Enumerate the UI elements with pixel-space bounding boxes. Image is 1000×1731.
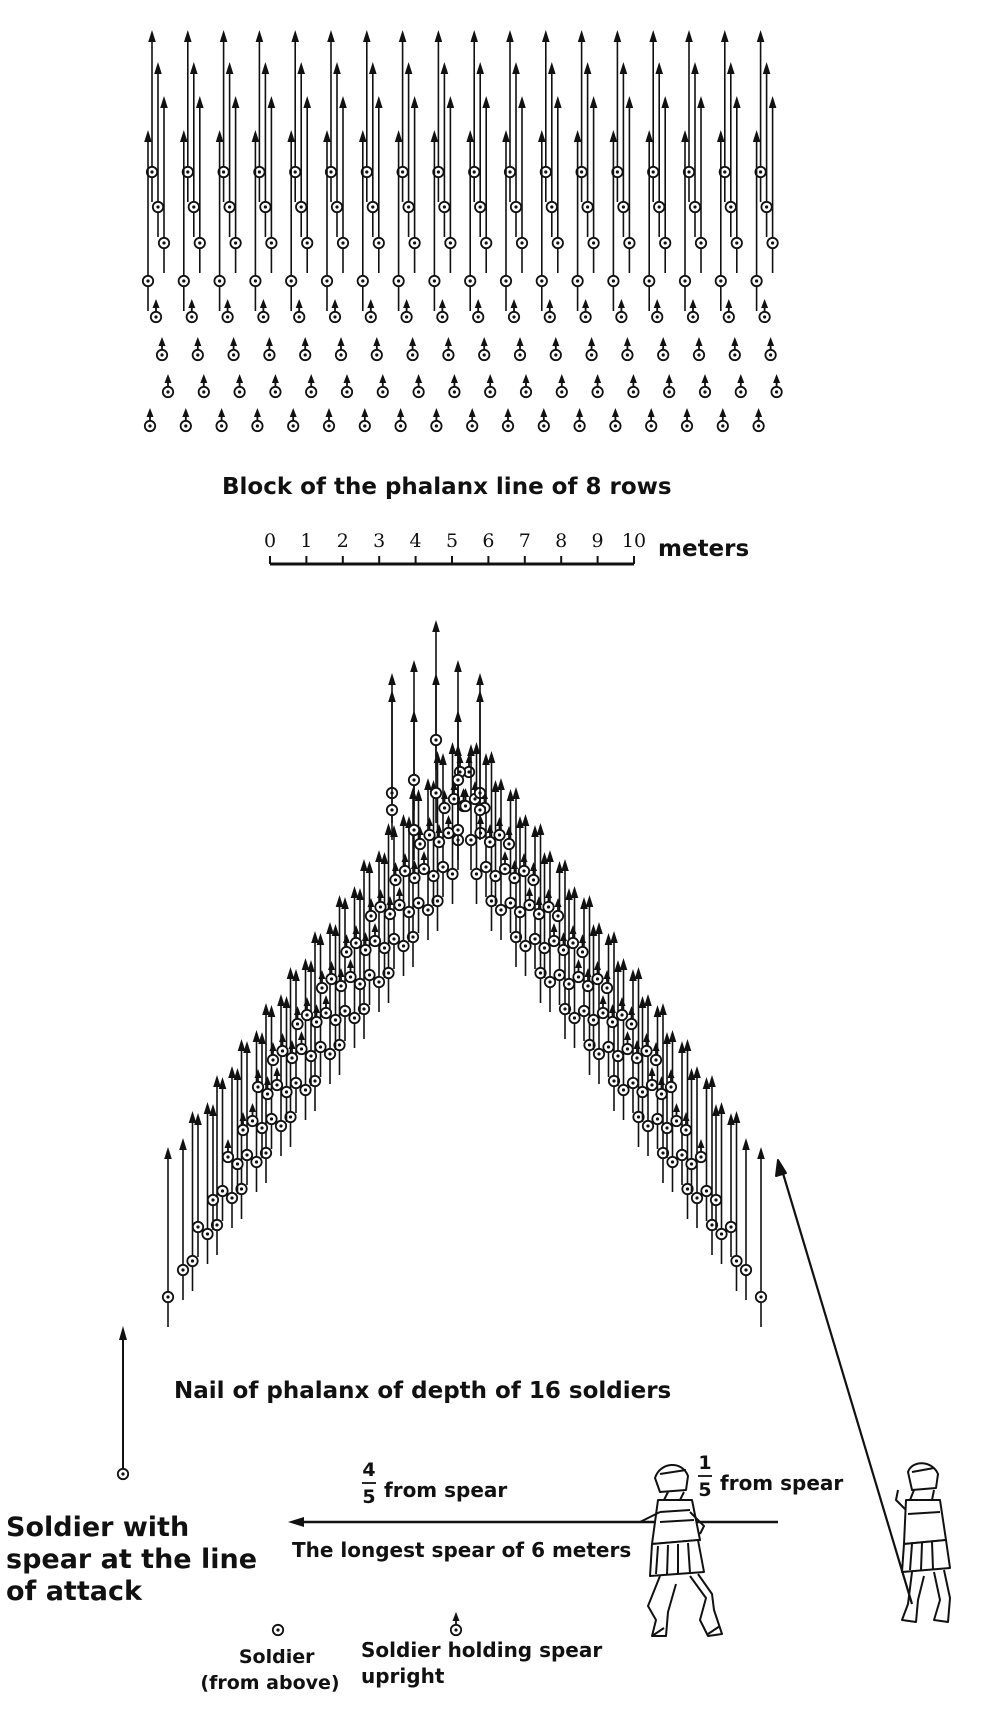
block-soldier-upright: [718, 408, 728, 431]
block-soldier-spear: [696, 96, 706, 273]
svg-text:from spear: from spear: [720, 1471, 844, 1495]
block-soldier-spear: [332, 62, 342, 237]
soldier-upright-figure: [776, 1160, 950, 1622]
block-soldier-spear: [767, 96, 777, 273]
block-soldier-upright: [557, 374, 567, 397]
block-soldier-spear: [368, 62, 378, 237]
block-soldier-upright: [151, 299, 161, 322]
scale-tick-label: 7: [518, 530, 531, 552]
svg-text:5: 5: [362, 1486, 376, 1508]
block-soldier-upright: [551, 337, 561, 360]
block-soldier-upright: [509, 299, 519, 322]
block-soldier-upright: [753, 408, 763, 431]
block-soldier-upright: [216, 408, 226, 431]
svg-text:5: 5: [698, 1479, 712, 1501]
nail-soldier-spear: [202, 1102, 212, 1264]
block-soldier-upright: [622, 337, 632, 360]
block-soldier-upright: [395, 408, 405, 431]
block-soldier-spear: [511, 62, 521, 237]
block-soldier-spear: [195, 96, 205, 273]
svg-text:1: 1: [698, 1452, 712, 1474]
scale-tick-label: 10: [621, 530, 647, 552]
block-soldier-upright: [193, 337, 203, 360]
block-soldier-upright: [378, 374, 388, 397]
block-soldier-upright: [264, 337, 274, 360]
block-soldier-upright: [449, 374, 459, 397]
block-soldier-spear: [761, 62, 771, 237]
block-soldier-spear: [588, 96, 598, 273]
block-soldier-upright: [592, 374, 602, 397]
block-soldier-upright: [443, 337, 453, 360]
legend-soldier-upright-icon: [451, 1612, 461, 1635]
block-soldier-spear: [690, 62, 700, 237]
legend-soldier-upright-label: Soldier holding spear upright: [361, 1638, 603, 1688]
block-title: Block of the phalanx line of 8 rows: [222, 474, 672, 500]
legend-spear-soldier-icon: [118, 1326, 128, 1479]
block-soldier-upright: [288, 408, 298, 431]
block-soldier-upright: [252, 408, 262, 431]
nail-soldier-upright: [390, 862, 400, 885]
block-soldier-spear: [374, 96, 384, 273]
scale-unit-label: meters: [658, 536, 750, 562]
block-soldier-spear: [302, 96, 312, 273]
block-soldier-upright: [270, 374, 280, 397]
nail-soldier-upright: [366, 898, 376, 921]
phalanx-nail-16-deep: [163, 620, 766, 1327]
nail-soldier-upright: [553, 898, 563, 921]
block-soldier-upright: [366, 299, 376, 322]
block-soldier-spear: [582, 62, 592, 237]
block-soldier-spear: [654, 62, 664, 237]
nail-soldier-upright: [651, 1042, 661, 1065]
nail-soldier-spear: [716, 1102, 726, 1264]
block-soldier-upright: [616, 299, 626, 322]
nail-soldier-upright: [455, 754, 465, 777]
block-soldier-upright: [181, 408, 191, 431]
block-soldier-spear: [726, 62, 736, 237]
block-soldier-upright: [157, 337, 167, 360]
block-soldier-spear: [409, 96, 419, 273]
block-soldier-upright: [539, 408, 549, 431]
scale-tick-label: 1: [300, 530, 313, 552]
block-soldier-upright: [646, 408, 656, 431]
block-soldier-upright: [580, 299, 590, 322]
block-soldier-upright: [730, 337, 740, 360]
block-soldier-upright: [336, 337, 346, 360]
block-soldier-spear: [660, 96, 670, 273]
nail-soldier-spear: [187, 1111, 197, 1291]
legend-soldier-above-icon: [273, 1625, 283, 1635]
block-soldier-upright: [586, 337, 596, 360]
nail-soldier-spear: [431, 620, 441, 770]
block-soldier-upright: [628, 374, 638, 397]
block-soldier-upright: [294, 299, 304, 322]
block-soldier-upright: [736, 374, 746, 397]
nail-title: Nail of phalanx of depth of 16 soldiers: [174, 1378, 672, 1404]
nail-soldier-spear: [731, 1111, 741, 1291]
scale-tick-label: 5: [445, 530, 459, 552]
block-soldier-upright: [199, 374, 209, 397]
block-soldier-upright: [610, 408, 620, 431]
block-soldier-upright: [306, 374, 316, 397]
block-soldier-upright: [515, 337, 525, 360]
scale-bar: [264, 530, 749, 564]
block-soldier-upright: [479, 337, 489, 360]
block-soldier-upright: [222, 299, 232, 322]
block-soldier-spear: [338, 96, 348, 273]
block-soldier-upright: [300, 337, 310, 360]
block-soldier-upright: [258, 299, 268, 322]
nail-soldier-spear: [741, 1138, 751, 1300]
nail-soldier-spear: [409, 660, 419, 810]
block-soldier-spear: [189, 62, 199, 237]
block-soldier-spear: [296, 62, 306, 237]
nail-soldier-upright: [577, 934, 587, 957]
svg-text:from spear: from spear: [384, 1478, 508, 1502]
nail-soldier-upright: [341, 934, 351, 957]
block-soldier-upright: [700, 374, 710, 397]
block-soldier-spear: [481, 96, 491, 273]
longest-spear-label: The longest spear of 6 meters: [292, 1538, 632, 1562]
block-soldier-spear: [153, 62, 163, 237]
block-soldier-upright: [485, 374, 495, 397]
block-soldier-upright: [324, 408, 334, 431]
block-soldier-upright: [187, 299, 197, 322]
block-soldier-upright: [545, 299, 555, 322]
block-soldier-spear: [403, 62, 413, 237]
block-soldier-spear: [445, 96, 455, 273]
block-soldier-spear: [475, 62, 485, 237]
scale-tick-label: 4: [409, 530, 422, 552]
block-soldier-upright: [771, 374, 781, 397]
scale-tick-label: 6: [482, 530, 495, 552]
block-soldier-upright: [765, 337, 775, 360]
block-soldier-spear: [266, 96, 276, 273]
block-soldier-spear: [260, 62, 270, 237]
block-soldier-upright: [401, 299, 411, 322]
block-soldier-upright: [360, 408, 370, 431]
nail-soldier-upright: [292, 1006, 302, 1029]
scale-tick-label: 0: [263, 530, 277, 552]
block-soldier-spear: [624, 96, 634, 273]
nail-soldier-upright: [602, 970, 612, 993]
block-soldier-upright: [664, 374, 674, 397]
block-soldier-upright: [574, 408, 584, 431]
nail-soldier-spear: [163, 1147, 173, 1327]
block-soldier-upright: [473, 299, 483, 322]
block-soldier-upright: [658, 337, 668, 360]
block-soldier-upright: [431, 408, 441, 431]
block-soldier-upright: [467, 408, 477, 431]
block-soldier-spear: [230, 96, 240, 273]
block-soldier-upright: [503, 408, 513, 431]
phalanx-block-8-rows: [143, 30, 782, 431]
block-soldier-upright: [724, 299, 734, 322]
svg-text:4: 4: [362, 1459, 376, 1481]
block-soldier-upright: [652, 299, 662, 322]
nail-soldier-upright: [504, 826, 514, 849]
block-soldier-upright: [682, 408, 692, 431]
block-soldier-spear: [439, 62, 449, 237]
block-soldier-upright: [407, 337, 417, 360]
block-soldier-upright: [437, 299, 447, 322]
block-soldier-upright: [694, 337, 704, 360]
block-soldier-spear: [517, 96, 527, 273]
legend-spear-soldier-label: Soldier with spear at the line of attack: [6, 1512, 258, 1607]
block-soldier-spear: [159, 96, 169, 273]
block-soldier-spear: [547, 62, 557, 237]
scale-tick-label: 3: [373, 530, 386, 552]
block-soldier-upright: [759, 299, 769, 322]
block-soldier-upright: [163, 374, 173, 397]
scale-tick-label: 8: [555, 530, 568, 552]
block-soldier-upright: [372, 337, 382, 360]
scale-tick-label: 2: [336, 530, 349, 552]
nail-soldier-upright: [528, 862, 538, 885]
nail-soldier-spear: [387, 690, 397, 840]
block-soldier-upright: [413, 374, 423, 397]
block-soldier-upright: [228, 337, 238, 360]
block-soldier-upright: [145, 408, 155, 431]
nail-soldier-spear: [178, 1138, 188, 1300]
block-soldier-spear: [224, 62, 234, 237]
spear-fraction-front: [362, 1459, 507, 1508]
nail-soldier-spear: [756, 1147, 766, 1327]
block-soldier-spear: [553, 96, 563, 273]
block-soldier-upright: [234, 374, 244, 397]
block-soldier-upright: [688, 299, 698, 322]
block-soldier-spear: [732, 96, 742, 273]
nail-soldier-upright: [626, 1006, 636, 1029]
block-soldier-spear: [618, 62, 628, 237]
block-soldier-upright: [330, 299, 340, 322]
legend-soldier-above-label: Soldier (from above): [200, 1646, 340, 1694]
scale-tick-label: 9: [591, 530, 604, 552]
block-soldier-upright: [342, 374, 352, 397]
nail-soldier-upright: [317, 970, 327, 993]
nail-soldier-upright: [268, 1042, 278, 1065]
block-soldier-upright: [521, 374, 531, 397]
spear-fraction-back: [698, 1452, 843, 1501]
